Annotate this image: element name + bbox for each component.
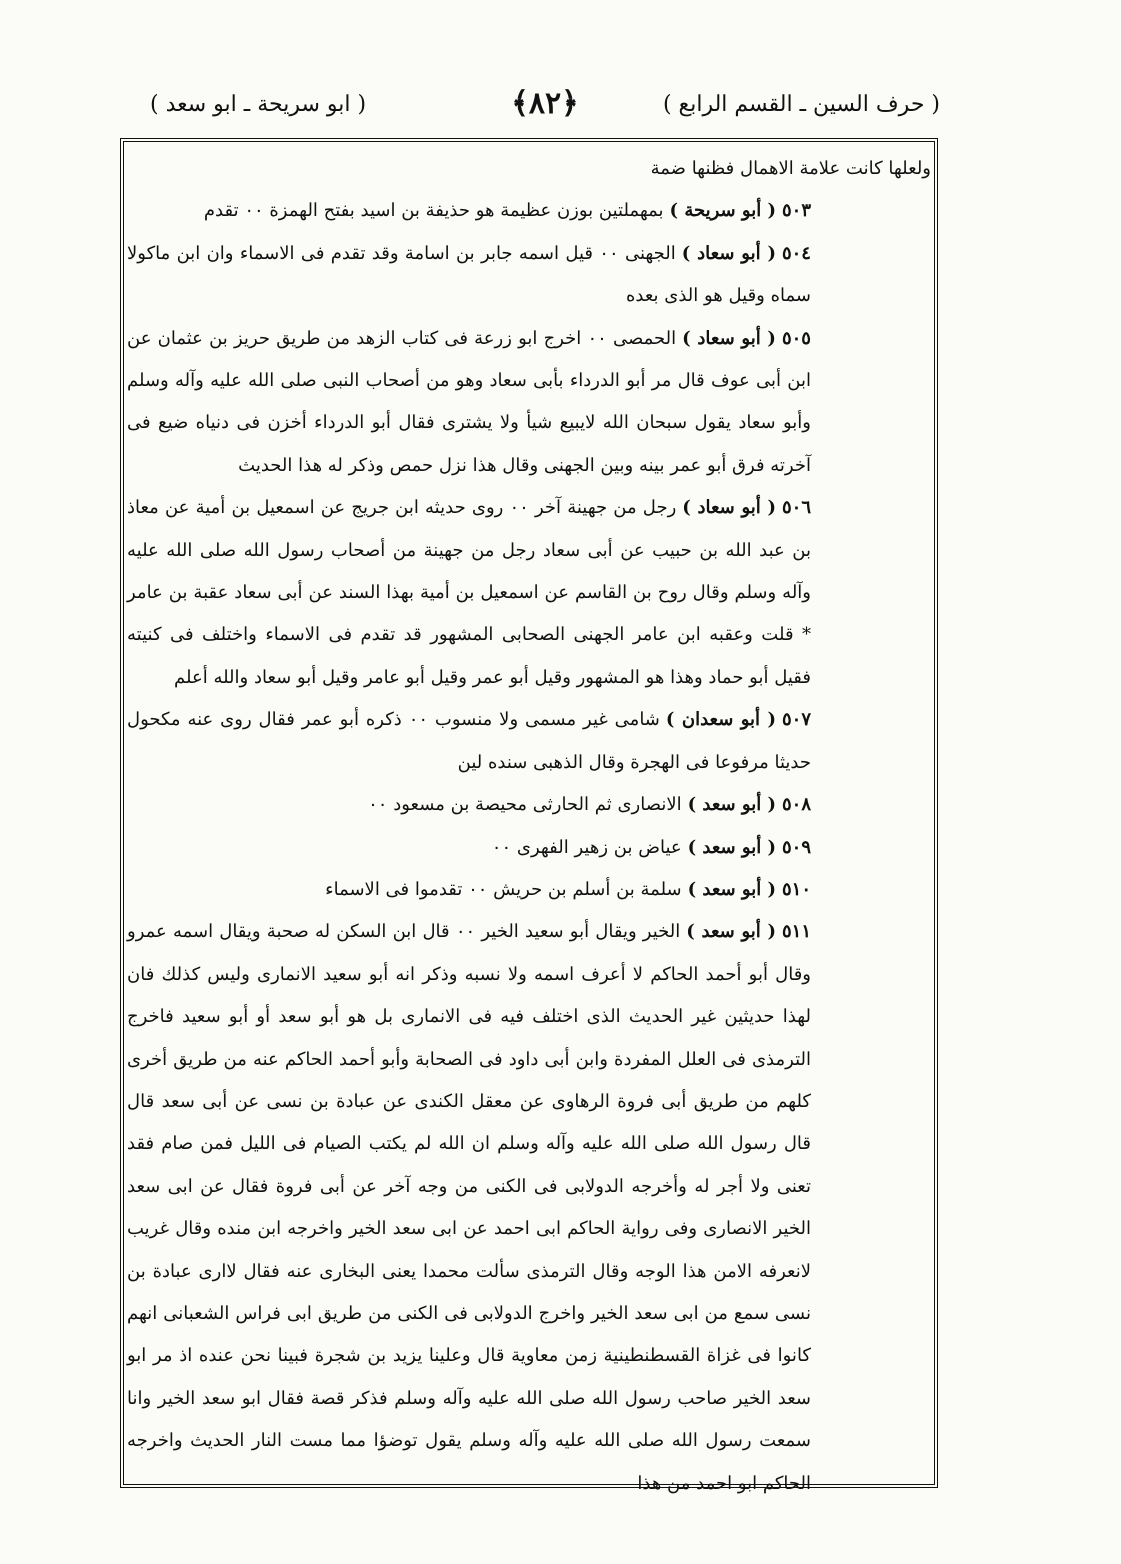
page-number: ﴿٨٢﴾ — [511, 86, 579, 121]
intro-line: ولعلها كانت علامة الاهمال فظنها ضمة — [650, 158, 931, 179]
entry-text: الحمصى ٠٠ اخرج ابو زرعة فى كتاب الزهد من طريق حريز بن عثمان عن ابن أبى عوف قال مر أبو الدرداء بأبى سعاد وهو من أصحاب النبى صلى الله عليه وآله وسلم وأبو سعاد يقول سبحان الله لايبيع شيأ ولا يشترى فقال أبو الدرداء أخزن فى دنياه ضيع فى آخرته فرق أبو عمر بينه وبين الجهنى وقال هذا نزل حمص وذكر له هذا الحديث — [127, 327, 811, 476]
entry-name: ( أبو سعدان ) — [665, 709, 776, 731]
entry-name: ( أبو سعاد ) — [682, 327, 776, 349]
entry-name: ( أبو سعد ) — [686, 921, 776, 943]
entry-text: الانصارى ثم الحارثى محيصة بن مسعود ٠٠ — [368, 794, 682, 816]
entry-text: سلمة بن أسلم بن حريش ٠٠ تقدموا فى الاسماء — [325, 878, 682, 900]
entry-503 — [127, 190, 931, 232]
entry-504 — [127, 233, 931, 318]
entry-508 — [127, 784, 931, 826]
entry-text: رجل من جهينة آخر ٠٠ روى حديثه ابن جريج عن اسمعيل بن أمية عن معاذ بن عبد الله بن حبيب عن أبى سعاد رجل من جهينة من أصحاب رسول الله صلى الله عليه وآله وسلم وقال روح بن القاسم عن اسمعيل بن أمية بهذا السند عن أبى سعاد عقبة بن عامر * قلت وعقبه ابن عامر الجهنى الصحابى المشهور قد تقدم فى الاسماء واختلف فى كنيته فقيل أبو حماد وهذا هو المشهور وقيل أبو عمر وقيل أبو عامر وقيل أبو سعاد والله أعلم — [127, 497, 811, 688]
entry-number: ٥١١ — [781, 921, 811, 943]
entry-text: الخير ويقال أبو سعيد الخير ٠٠ قال ابن السكن له صحبة ويقال اسمه عمرو وقال أبو أحمد الحاكم لا أعرف اسمه ولا نسبه وذكر انه أبو سعيد الانمارى وليس كذلك فان لهذا حديثين غير الحديث الذى اختلف فيه فى الانمارى بل هو أبو سعد أو أبو سعيد فاخرج الترمذى فى العلل المفردة وابن أبى داود فى الصحابة وأبو أحمد الحاكم عنه من طريق أخرى كلهم من طريق أبى فروة الرهاوى عن معقل الكندى عن عبادة بن نسى عن أبى سعد قال قال رسول الله صلى الله عليه وآله وسلم ان الله لم يكتب الصيام فى الليل فمن صام فقد تعنى ولا أجر له وأخرجه الدولابى فى الكنى من وجه آخر عن أبى فروة فقال عن ابى سعد الخير الانصارى وفى رواية الحاكم ابى احمد عن ابى سعد الخير واخرجه ابن منده وقال غريب لانعرفه الامن هذا الوجه وقال الترمذى سألت محمدا يعنى البخارى عنه فقال لاارى عبادة بن نسى سمع من ابى سعد الخير واخرج الدولابى فى الكنى من طريق ابى فراس الشعبانى انهم كانوا فى غزاة القسطنطينية زمن معاوية قال وعلينا يزيد بن شجرة فبينا نحن عنده اذ مر ابو سعد الخير صاحب رسول الله صلى الله عليه وآله وسلم فذكر قصة فقال ابو سعد الخير وانا سمعت رسول الله صلى الله عليه وآله وسلم يقول توضؤا مما مست النار الحديث واخرجه الحاكم ابو احمد من هذا — [127, 921, 811, 1494]
entry-number: ٥٠٩ — [781, 836, 811, 858]
entry-number: ٥٠٦ — [781, 497, 811, 519]
entry-text: الجهنى ٠٠ قيل اسمه جابر بن اسامة وقد تقدم فى الاسماء وان ابن ماكولا سماه وقيل هو الذى بعده — [127, 242, 811, 307]
entry-509 — [127, 827, 931, 869]
entry-number: ٥٠٤ — [781, 242, 811, 264]
entry-name: ( أبو سعد ) — [687, 794, 776, 816]
entry-text: بمهملتين بوزن عظيمة هو حذيفة بن اسيد بفتح الهمزة ٠٠ تقدم — [203, 200, 664, 222]
entry-507 — [127, 699, 931, 784]
entry-505 — [127, 318, 931, 488]
entry-number: ٥٠٨ — [781, 794, 811, 816]
body-text — [127, 148, 931, 1505]
running-head: ( ابو سريحة ـ ابو سعد ) — [150, 92, 367, 117]
entry-name: ( أبو سعاد ) — [682, 497, 776, 519]
chapter-title: ( حرف السين ـ القسم الرابع ) — [662, 92, 940, 117]
entry-name: ( أبو سعد ) — [687, 836, 776, 858]
entry-text: عياض بن زهير الفهرى ٠٠ — [491, 836, 682, 858]
entry-510 — [127, 869, 931, 911]
entry-number: ٥١٠ — [781, 878, 811, 900]
entry-506 — [127, 487, 931, 699]
entry-text: شامى غير مسمى ولا منسوب ٠٠ ذكره أبو عمر فقال روى عنه مكحول حديثا مرفوعا فى الهجرة وقال الذهبى سنده لين — [127, 709, 811, 773]
entry-name: ( أبو سريحة ) — [669, 200, 776, 222]
entry-name: ( أبو سعاد ) — [681, 242, 776, 264]
entry-name: ( أبو سعد ) — [687, 878, 776, 900]
entry-number: ٥٠٧ — [781, 709, 811, 731]
page-header — [150, 86, 940, 134]
entry-511 — [127, 911, 931, 1505]
entry-number: ٥٠٥ — [781, 327, 811, 349]
entry-number: ٥٠٣ — [781, 200, 811, 222]
